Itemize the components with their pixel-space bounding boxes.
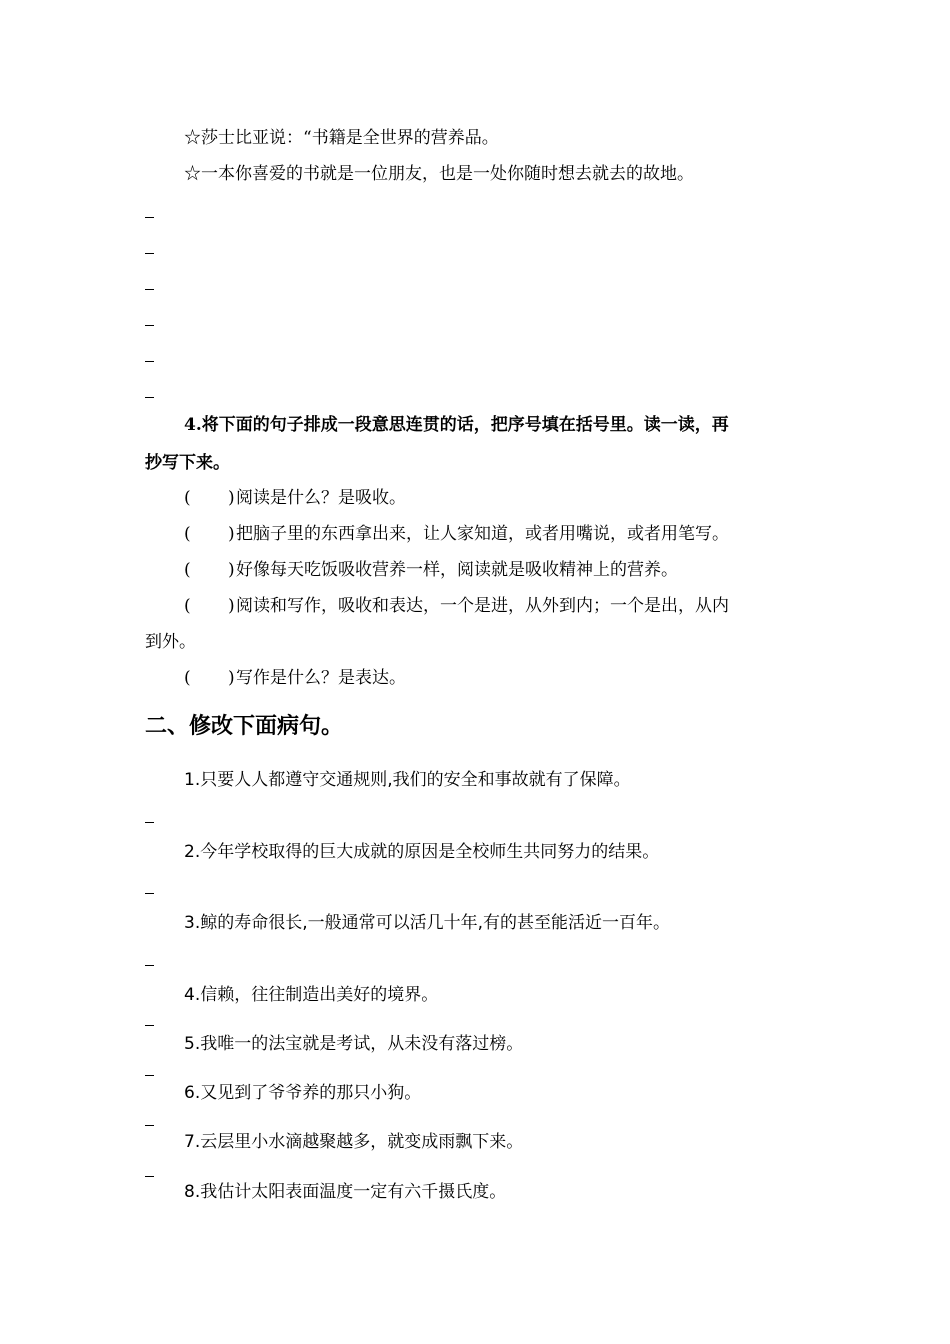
close-paren: ) [228,560,235,580]
answer-line [145,822,154,823]
close-paren: ) [228,668,235,688]
open-paren: ( [184,668,191,688]
item-text: 阅读和写作，吸收和表达，一个是进，从外到内；一个是出，从内 [236,596,729,616]
answer-line [145,397,154,398]
answer-line [145,289,154,290]
answer-line [145,1025,154,1026]
answer-line [145,361,154,362]
sentence-item: 7.云层里小水滴越聚越多，就变成雨飘下来。 [184,1132,524,1152]
sentence-item: 5.我唯一的法宝就是考试，从未没有落过榜。 [184,1034,524,1054]
sentence-item: 1.只要人人都遵守交通规则,我们的安全和事故就有了保障。 [184,770,631,790]
close-paren: ) [228,596,235,616]
item-text-cont: 到外。 [145,632,196,652]
answer-line [145,1176,154,1177]
sentence-item: 4.信赖，往往制造出美好的境界。 [184,985,439,1005]
open-paren: ( [184,596,191,616]
close-paren: ) [228,488,235,508]
question-title: 4.将下面的句子排成一段意思连贯的话，把序号填在括号里。读一读，再 [184,415,729,435]
sentence-item: 6.又见到了爷爷养的那只小狗。 [184,1083,422,1103]
item-text: 阅读是什么？是吸收。 [236,488,406,508]
close-paren: ) [228,524,235,544]
answer-line [145,1125,154,1126]
answer-line [145,893,154,894]
answer-line [145,965,154,966]
section-heading: 二、修改下面病句。 [145,714,344,739]
sentence-item: 8.我估计太阳表面温度一定有六千摄氏度。 [184,1182,507,1202]
open-paren: ( [184,488,191,508]
item-text: 好像每天吃饭吸收营养一样，阅读就是吸收精神上的营养。 [236,560,678,580]
open-paren: ( [184,560,191,580]
sentence-item: 2.今年学校取得的巨大成就的原因是全校师生共同努力的结果。 [184,842,660,862]
answer-line [145,325,154,326]
item-text: 把脑子里的东西拿出来，让人家知道，或者用嘴说，或者用笔写。 [236,524,729,544]
sentence-item: 3.鲸的寿命很长,一般通常可以活几十年,有的甚至能活近一百年。 [184,913,671,933]
question-title-cont: 抄写下来。 [145,453,230,473]
answer-line [145,1075,154,1076]
answer-line [145,253,154,254]
quote-line: ☆莎士比亚说：“书籍是全世界的营养品。 [184,128,499,148]
answer-line [145,217,154,218]
open-paren: ( [184,524,191,544]
item-text: 写作是什么？是表达。 [236,668,406,688]
quote-line: ☆一本你喜爱的书就是一位朋友，也是一处你随时想去就去的故地。 [184,164,694,184]
